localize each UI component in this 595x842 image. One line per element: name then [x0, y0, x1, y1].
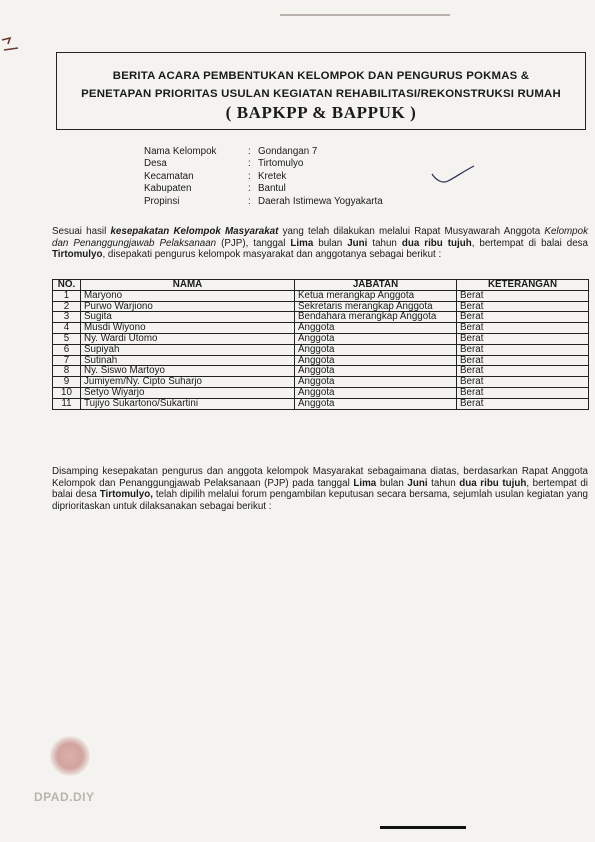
watermark: DPAD.DIY — [34, 790, 95, 804]
cell-no: 6 — [53, 344, 81, 355]
paragraph-text: telah dipilih melalui forum pengambilan keputusan secara bersama, sejumlah usulan kegiatan yang diprioritaskan untuk dilaksanakan sebagai berikut : — [52, 489, 589, 512]
cell-keterangan: Berat — [457, 290, 589, 301]
cell-nama: Setyo Wiyarjo — [81, 387, 295, 398]
members-table — [52, 279, 589, 410]
cell-keterangan: Berat — [457, 355, 589, 366]
cell-no: 7 — [53, 355, 81, 366]
checkmark-signature-icon — [430, 164, 476, 186]
info-value: Kretek — [258, 170, 287, 182]
paragraph-text: yang telah dilakukan melalui Rapat Musyawarah Anggota — [278, 226, 545, 237]
cell-nama: Sutinah — [81, 355, 295, 366]
paragraph-text: , disepakati pengurus kelompok masyarakat dan anggotanya sebagai berikut : — [102, 249, 442, 261]
table-row — [53, 323, 589, 334]
info-separator: : — [248, 158, 251, 170]
group-info — [144, 146, 383, 208]
table-row — [53, 290, 589, 301]
paragraph-text: bulan — [376, 477, 408, 489]
title-line-3: ( BAPKPP & BAPPUK ) — [225, 103, 417, 122]
table-row — [53, 355, 589, 366]
cell-keterangan: Berat — [457, 398, 589, 409]
info-label: Desa — [144, 158, 167, 170]
title-line-1: BERITA ACARA PEMBENTUKAN KELOMPOK DAN PENGURUS POKMAS & — [112, 70, 530, 82]
cell-nama: Supiyah — [81, 344, 295, 355]
paragraph-text: Sesuai hasil — [52, 226, 111, 237]
paragraph-text: tahun — [367, 237, 402, 249]
table-row — [53, 398, 589, 409]
cell-keterangan: Berat — [457, 333, 589, 344]
cell-jabatan: Anggota — [295, 355, 457, 366]
info-label: Kabupaten — [144, 183, 192, 195]
paragraph-emphasis: kesepakatan Kelompok Masyarakat — [110, 226, 279, 237]
table-row — [53, 377, 589, 388]
stamp-seal-icon — [50, 736, 90, 776]
pen-mark-icon — [0, 28, 30, 68]
cell-nama: Ny. Wardi Utomo — [81, 333, 295, 344]
cell-no: 10 — [53, 387, 81, 398]
info-row-desa — [144, 158, 383, 170]
cell-no: 3 — [53, 312, 81, 323]
cell-keterangan: Berat — [457, 344, 589, 355]
info-row-nama-kelompok — [144, 146, 383, 158]
cell-jabatan: Anggota — [295, 333, 457, 344]
info-separator: : — [248, 146, 251, 157]
table-row — [53, 312, 589, 323]
info-separator: : — [248, 170, 251, 182]
table-body — [53, 290, 589, 409]
info-label: Kecamatan — [144, 170, 194, 182]
header-no: NO. — [53, 280, 81, 291]
cell-keterangan: Berat — [457, 377, 589, 388]
cell-nama: Jumiyem/Ny. Cipto Suharjo — [81, 377, 295, 388]
info-separator: : — [248, 195, 251, 207]
cell-nama: Maryono — [81, 290, 295, 301]
cell-nama: Ny. Siswo Martoyo — [81, 366, 295, 377]
info-value: Daerah Istimewa Yogyakarta — [258, 195, 383, 207]
paragraph-bold: Lima — [290, 237, 314, 249]
table-row — [53, 301, 589, 312]
paragraph-bold: Tirtomulyo — [52, 249, 103, 261]
table-row — [53, 344, 589, 355]
cell-no: 5 — [53, 333, 81, 344]
title-line-2: PENETAPAN PRIORITAS USULAN KEGIATAN REHABILITASI/REKONSTRUKSI RUMAH — [81, 88, 561, 100]
cell-keterangan: Berat — [457, 387, 589, 398]
paragraph-text: , bertempat di balai desa — [52, 477, 588, 501]
cell-no: 4 — [53, 323, 81, 334]
table-row — [53, 366, 589, 377]
paragraph-bold: Juni — [407, 477, 428, 489]
cell-keterangan: Berat — [457, 323, 589, 334]
cell-no: 2 — [53, 301, 81, 312]
paragraph-bold: Lima — [353, 477, 377, 489]
cell-jabatan: Ketua merangkap Anggota — [295, 290, 457, 301]
info-value: Tirtomulyo — [258, 158, 304, 170]
header-keterangan: KETERANGAN — [457, 280, 589, 291]
info-separator: : — [248, 183, 251, 195]
paragraph-bold: dua ribu tujuh — [401, 237, 472, 249]
cell-jabatan: Anggota — [295, 398, 457, 409]
info-label: Nama Kelompok — [144, 146, 217, 157]
cell-jabatan: Anggota — [295, 323, 457, 334]
cell-keterangan: Berat — [457, 312, 589, 323]
paragraph-text: , bertempat di balai desa — [471, 237, 589, 249]
table-row — [53, 333, 589, 344]
paragraph-text: (PJP), tanggal — [216, 237, 291, 249]
info-value: Gondangan 7 — [258, 146, 318, 157]
cell-jabatan: Bendahara merangkap Anggota — [295, 312, 457, 323]
table-row — [53, 387, 589, 398]
cell-keterangan: Berat — [457, 366, 589, 377]
paragraph-emphasis: Kelompok dan Penanggungjawab Pelaksanaan — [52, 226, 588, 249]
paragraph-1 — [52, 226, 588, 261]
info-row-kabupaten — [144, 183, 383, 195]
cell-no: 11 — [53, 398, 81, 409]
paragraph-2 — [52, 466, 588, 512]
divider — [380, 826, 466, 829]
cell-keterangan: Berat — [457, 301, 589, 312]
cell-no: 9 — [53, 377, 81, 388]
cell-jabatan: Anggota — [295, 344, 457, 355]
cell-jabatan: Anggota — [295, 366, 457, 377]
paragraph-bold: Juni — [347, 237, 368, 249]
paragraph-text: Disamping kesepakatan pengurus dan anggota kelompok Masyarakat sebagaimana diatas, berdasarkan Rapat Anggota Kelompok dan Penanggungjawab Pelaksanaan (PJP) pada tanggal — [52, 466, 588, 489]
cell-jabatan: Anggota — [295, 377, 457, 388]
paragraph-bold: Tirtomulyo, — [99, 489, 153, 501]
table-header-row — [53, 280, 589, 291]
info-label: Propinsi — [144, 195, 180, 207]
info-row-propinsi — [144, 196, 383, 208]
cell-no: 8 — [53, 366, 81, 377]
cell-nama: Purwo Warjiono — [81, 301, 295, 312]
cell-nama: Tujiyo Sukartono/Sukartini — [81, 398, 295, 409]
info-row-kecamatan — [144, 171, 383, 183]
cell-nama: Sugita — [81, 312, 295, 323]
info-value: Bantul — [258, 183, 286, 195]
header-nama: NAMA — [81, 280, 295, 291]
cell-no: 1 — [53, 290, 81, 301]
cell-jabatan: Anggota — [295, 387, 457, 398]
cell-jabatan: Sekretaris merangkap Anggota — [295, 301, 457, 312]
paragraph-text: tahun — [427, 477, 460, 489]
scan-artifact — [280, 14, 450, 16]
cell-nama: Musdi Wiyono — [81, 323, 295, 334]
header-jabatan: JABATAN — [295, 280, 457, 291]
paragraph-bold: dua ribu tujuh — [459, 477, 527, 489]
title-box — [56, 52, 586, 130]
paragraph-text: bulan — [313, 237, 348, 249]
